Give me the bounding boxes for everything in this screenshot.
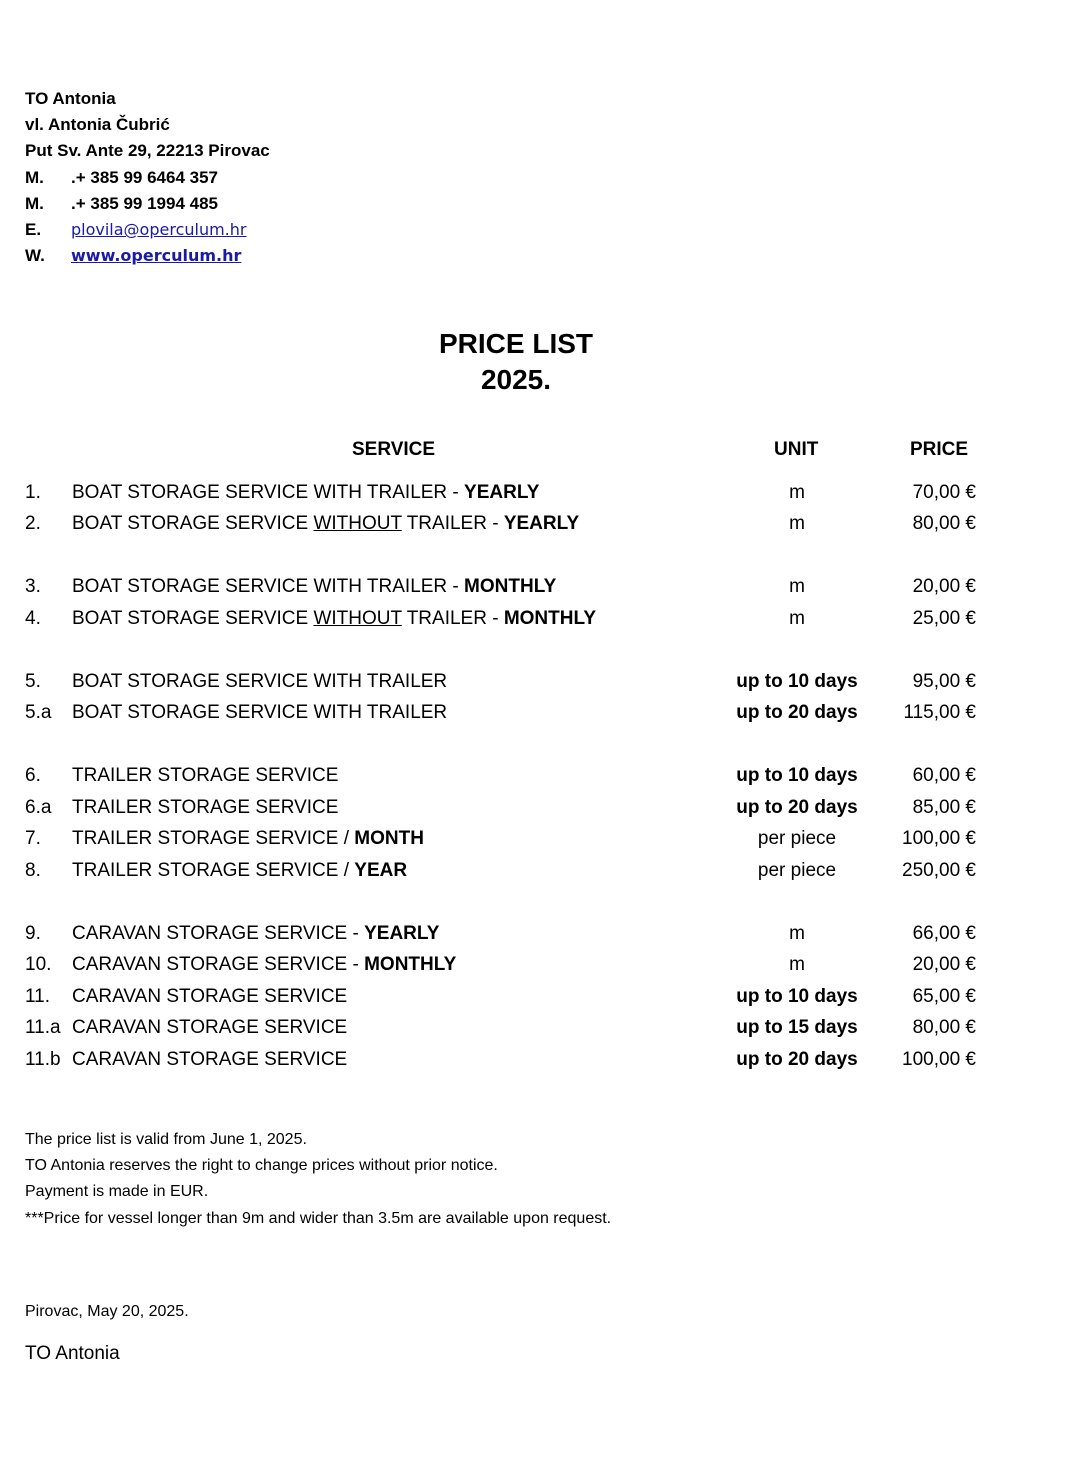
row-price: 70,00 € <box>912 482 976 503</box>
row-number: 5. <box>25 671 41 692</box>
row-number: 11. <box>25 986 51 1007</box>
row-service: TRAILER STORAGE SERVICE <box>72 797 339 818</box>
row-number: 7. <box>25 828 41 849</box>
row-unit: up to 20 days <box>736 702 858 723</box>
table-row <box>0 765 1079 796</box>
row-service: BOAT STORAGE SERVICE WITH TRAILER <box>72 702 448 723</box>
row-unit: up to 10 days <box>736 986 858 1007</box>
row-service: CARAVAN STORAGE SERVICE <box>72 1049 348 1070</box>
row-price: 115,00 € <box>903 702 976 723</box>
row-service: BOAT STORAGE SERVICE WITH TRAILER <box>72 671 448 692</box>
column-header-service: SERVICE <box>352 439 436 460</box>
row-number: 3. <box>25 576 41 597</box>
row-number: 6.a <box>25 797 52 818</box>
email-link[interactable]: plovila@operculum.hr <box>71 219 247 239</box>
row-number: 1. <box>25 482 41 503</box>
row-unit: up to 10 days <box>736 765 858 786</box>
place-date: Pirovac, May 20, 2025. <box>25 1303 189 1320</box>
table-row <box>0 954 1079 985</box>
table-row <box>0 1017 1079 1048</box>
row-number: 10. <box>25 954 52 975</box>
row-unit: up to 15 days <box>736 1017 858 1038</box>
note-payment: Payment is made in EUR. <box>25 1183 209 1201</box>
company-header <box>25 86 270 269</box>
row-number: 11.a <box>25 1017 61 1038</box>
column-header-price: PRICE <box>910 439 969 460</box>
row-price: 65,00 € <box>912 986 976 1007</box>
row-price: 66,00 € <box>912 923 976 944</box>
email-line: E. plovila@operculum.hr <box>25 219 247 239</box>
row-number: 2. <box>25 513 41 534</box>
address: Put Sv. Ante 29, 22213 Pirovac <box>25 141 270 161</box>
row-price: 80,00 € <box>912 513 976 534</box>
note-large-vessel: ***Price for vessel longer than 9m and wider than 3.5m are available upon request. <box>25 1209 612 1227</box>
row-price: 250,00 € <box>902 860 976 881</box>
row-price: 25,00 € <box>912 608 976 629</box>
table-row <box>0 513 1079 544</box>
row-service: BOAT STORAGE SERVICE WITH TRAILER - MONTHLY <box>72 576 557 597</box>
owner-name: vl. Antonia Čubrić <box>25 115 170 135</box>
row-service: CARAVAN STORAGE SERVICE <box>72 986 348 1007</box>
table-row <box>0 702 1079 733</box>
page-title: PRICE LIST <box>438 328 593 359</box>
row-price: 20,00 € <box>912 954 976 975</box>
row-number: 4. <box>25 608 41 629</box>
phone-2: M. .+ 385 99 1994 485 <box>25 193 218 213</box>
web-line: W. www.operculum.hr <box>25 246 242 266</box>
row-price: 20,00 € <box>912 576 976 597</box>
row-price: 95,00 € <box>912 671 976 692</box>
company-name: TO Antonia <box>25 89 116 108</box>
table-row <box>0 797 1079 828</box>
note-price-change: TO Antonia reserves the right to change prices without prior notice. <box>25 1157 498 1175</box>
table-row <box>0 986 1079 1017</box>
website-link[interactable]: www.operculum.hr <box>71 246 242 266</box>
row-number: 8. <box>25 860 41 881</box>
row-unit: m <box>789 576 805 597</box>
row-price: 60,00 € <box>912 765 976 786</box>
row-unit: m <box>789 923 805 944</box>
row-unit: m <box>789 482 805 503</box>
notes <box>25 1127 611 1232</box>
row-unit: up to 20 days <box>736 1049 858 1070</box>
row-number: 9. <box>25 923 41 944</box>
row-service: BOAT STORAGE SERVICE WITHOUT TRAILER - YEARLY <box>72 513 580 534</box>
row-price: 80,00 € <box>912 1017 976 1038</box>
phone-1: M. .+ 385 99 6464 357 <box>25 167 218 187</box>
row-service: BOAT STORAGE SERVICE WITHOUT TRAILER - MONTHLY <box>72 608 597 629</box>
row-number: 11.b <box>25 1049 61 1070</box>
table-row <box>0 860 1079 891</box>
row-number: 5.a <box>25 702 52 723</box>
row-unit: per piece <box>757 828 837 849</box>
row-price: 100,00 € <box>902 828 976 849</box>
page-year: 2025. <box>480 364 552 395</box>
row-service: BOAT STORAGE SERVICE WITH TRAILER - YEARLY <box>72 482 540 503</box>
note-validity: The price list is valid from June 1, 2025. <box>25 1131 307 1148</box>
row-service: TRAILER STORAGE SERVICE <box>72 765 339 786</box>
table-row <box>0 923 1079 954</box>
row-service: CARAVAN STORAGE SERVICE - MONTHLY <box>72 954 457 975</box>
table-row <box>0 608 1079 639</box>
table-row <box>0 671 1079 702</box>
row-unit: m <box>789 513 805 534</box>
row-unit: up to 10 days <box>736 671 858 692</box>
row-price: 100,00 € <box>902 1049 976 1070</box>
row-number: 6. <box>25 765 41 786</box>
row-unit: per piece <box>757 860 837 881</box>
row-service: CARAVAN STORAGE SERVICE <box>72 1017 348 1038</box>
row-unit: m <box>789 954 805 975</box>
table-row <box>0 1049 1079 1080</box>
signature: TO Antonia <box>25 1343 120 1364</box>
column-header-unit: UNIT <box>774 439 819 460</box>
table-row <box>0 482 1079 513</box>
row-service: TRAILER STORAGE SERVICE / MONTH <box>72 828 424 849</box>
row-price: 85,00 € <box>912 797 976 818</box>
table-row <box>0 576 1079 607</box>
row-service: TRAILER STORAGE SERVICE / YEAR <box>72 860 408 881</box>
row-unit: m <box>789 608 805 629</box>
row-unit: up to 20 days <box>736 797 858 818</box>
table-row <box>0 828 1079 859</box>
row-service: CARAVAN STORAGE SERVICE - YEARLY <box>72 923 440 944</box>
